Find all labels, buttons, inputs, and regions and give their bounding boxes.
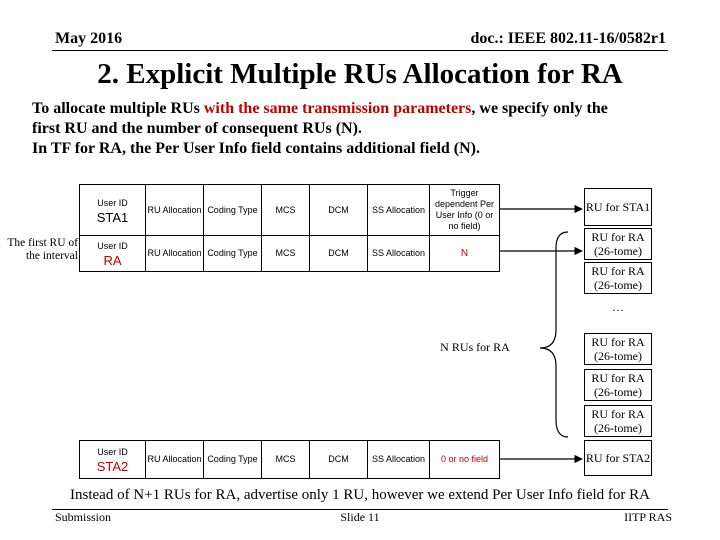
- footer-slide-number: Slide 11: [340, 510, 380, 524]
- ru-allocation-cell: RU Allocation: [146, 185, 204, 236]
- mcs-cell: MCS: [262, 441, 310, 479]
- intro-line1-a: To allocate multiple RUs: [32, 100, 204, 117]
- ss-allocation-cell: SS Allocation: [368, 185, 430, 236]
- user-id-value: RA: [103, 253, 122, 268]
- mcs-cell: MCS: [262, 185, 310, 236]
- ru-box-ra: RU for RA (26-tome): [584, 228, 652, 260]
- user-id-cell: User ID STA2: [80, 441, 146, 479]
- footer-org: IITP RAS: [624, 510, 672, 524]
- ru-allocation-cell: RU Allocation: [146, 236, 204, 272]
- footer-submission: Submission: [55, 510, 112, 524]
- first-ru-label: The first RU of the interval: [7, 237, 78, 262]
- dcm-cell: DCM: [310, 441, 368, 479]
- header-doc-id: doc.: IEEE 802.11-16/0582r1: [470, 30, 666, 47]
- ellipsis: …: [612, 300, 624, 314]
- slide-title: 2. Explicit Multiple RUs Allocation for RA: [97, 58, 623, 90]
- ru-box-sta2: RU for STA2: [584, 440, 652, 476]
- coding-type-cell: Coding Type: [204, 185, 262, 236]
- mcs-cell: MCS: [262, 236, 310, 272]
- n-rus-label: N RUs for RA: [440, 340, 510, 354]
- ru-box-ra: RU for RA (26-tome): [584, 369, 652, 401]
- user-id-cell: User ID RA: [80, 236, 146, 272]
- ss-allocation-cell: SS Allocation: [368, 236, 430, 272]
- ru-allocation-cell: RU Allocation: [146, 441, 204, 479]
- intro-line2: first RU and the number of consequent RUs (N).: [32, 120, 362, 137]
- coding-type-cell: Coding Type: [204, 441, 262, 479]
- intro-line1-b: , we specify only the: [471, 100, 608, 117]
- intro-line3: In TF for RA, the Per User Info field contains additional field (N).: [32, 140, 481, 157]
- trigger-dependent-cell: Trigger dependent Per User Info (0 or no field): [430, 185, 500, 236]
- ru-box-ra: RU for RA (26-tome): [584, 262, 652, 294]
- ru-box-ra: RU for RA (26-tome): [584, 405, 652, 437]
- bottom-note: Instead of N+1 RUs for RA, advertise only 1 RU, however we extend Per User Info field for RA: [70, 487, 650, 503]
- n-field-cell: N: [430, 236, 500, 272]
- ru-box-ra: RU for RA (26-tome): [584, 333, 652, 365]
- coding-type-cell: Coding Type: [204, 236, 262, 272]
- ru-box-sta1: RU for STA1: [584, 188, 652, 226]
- no-field-cell: 0 or no field: [430, 441, 500, 479]
- user-id-cell: User ID STA1: [80, 185, 146, 236]
- dcm-cell: DCM: [310, 236, 368, 272]
- dcm-cell: DCM: [310, 185, 368, 236]
- ss-allocation-cell: SS Allocation: [368, 441, 430, 479]
- intro-highlight: with the same transmission parameters: [203, 100, 472, 117]
- user-id-value: STA2: [96, 459, 129, 474]
- user-id-value: STA1: [96, 209, 129, 225]
- header-date: May 2016: [55, 30, 123, 47]
- n-rus-brace: [540, 232, 568, 437]
